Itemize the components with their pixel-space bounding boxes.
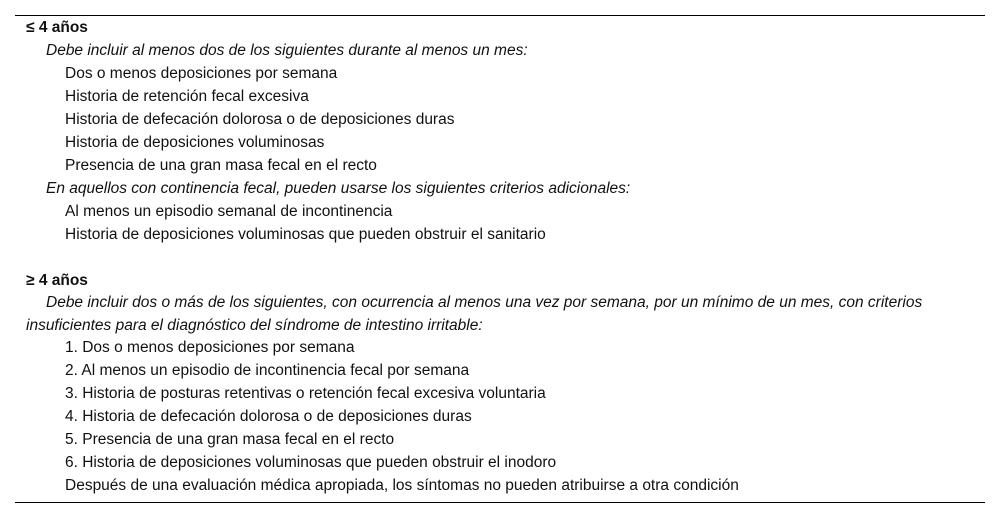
section-heading-over-4: ≥ 4 años — [26, 272, 88, 289]
table-bottom-rule — [15, 502, 985, 503]
numbered-criterion-item: 5. Presencia de una gran masa fecal en el recto — [65, 431, 395, 448]
criterion-item: Historia de defecación dolorosa o de deposiciones duras — [65, 111, 455, 128]
additional-criterion-item: Historia de deposiciones voluminosas que pueden obstruir el sanitario — [65, 226, 546, 243]
table-top-rule — [15, 15, 985, 16]
section-intro-paragraph: Debe incluir dos o más de los siguientes, con ocurrencia al menos una vez por semana, por un mínimo de un mes, con criterios insuficientes para el diagnóstico del síndrome de intestino irritable: — [26, 294, 923, 334]
numbered-criterion-item: 6. Historia de deposiciones voluminosas que pueden obstruir el inodoro — [65, 454, 557, 471]
section-heading-under-4: ≤ 4 años — [26, 19, 88, 36]
numbered-criterion-item: 2. Al menos un episodio de incontinencia fecal por semana — [65, 362, 470, 379]
numbered-criterion-item: 4. Historia de defecación dolorosa o de deposiciones duras — [65, 408, 472, 425]
closing-criterion: Después de una evaluación médica apropiada, los síntomas no pueden atribuirse a otra condición — [65, 477, 739, 494]
criterion-item: Historia de deposiciones voluminosas — [65, 134, 325, 151]
criterion-item: Presencia de una gran masa fecal en el recto — [65, 157, 377, 174]
numbered-criterion-item: 1. Dos o menos deposiciones por semana — [65, 339, 355, 356]
additional-criterion-item: Al menos un episodio semanal de incontinencia — [65, 203, 393, 220]
criterion-item: Dos o menos deposiciones por semana — [65, 65, 338, 82]
numbered-criterion-item: 3. Historia de posturas retentivas o retención fecal excesiva voluntaria — [65, 385, 546, 402]
section-intro: Debe incluir al menos dos de los siguientes durante al menos un mes: — [46, 42, 528, 59]
criterion-item: Historia de retención fecal excesiva — [65, 88, 309, 105]
additional-criteria-intro: En aquellos con continencia fecal, pueden usarse los siguientes criterios adicionales: — [46, 180, 631, 197]
